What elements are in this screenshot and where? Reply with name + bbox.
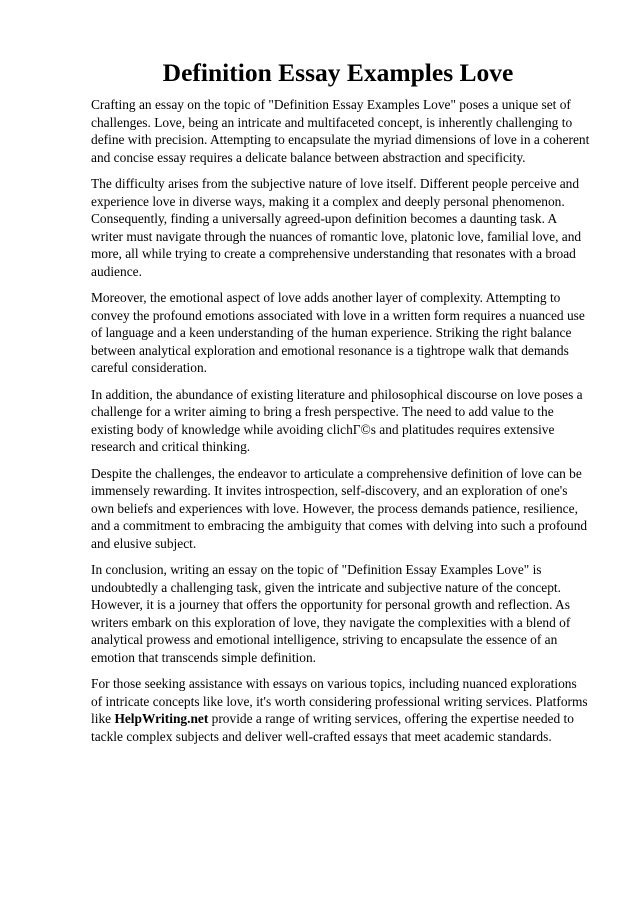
paragraph-intro: Crafting an essay on the topic of "Definition Essay Examples Love" poses a unique set of challenges. Love, being an intricate and multifaceted concept, is inherently challenging to define with precision. Attempting to encapsulate the myriad dimensions of love in a coherent and concise essay requires a delicate balance between abstraction and specificity. (91, 97, 590, 165)
paragraph-difficulty: The difficulty arises from the subjective nature of love itself. Different people perceive and experience love in diverse ways, making it a complex and deeply personal phenomenon. Consequently, finding a universally agreed-upon definition becomes a daunting task. A writer must navigate through the nuances of romantic love, platonic love, familial love, and more, all while trying to create a comprehensive understanding that resonates with a broad audience. (91, 176, 582, 279)
services-text-after: provide a range of writing services, offering the expertise needed to tackle complex subjects and deliver well-crafted essays that meet academic standards. (91, 711, 574, 744)
paragraph-conclusion: In conclusion, writing an essay on the topic of "Definition Essay Examples Love" is undoubtedly a challenging task, given the intricate and subjective nature of the concept. However, it is a journey that offers the opportunity for personal growth and reflection. As writers embark on this exploration of love, they navigate the complexities with a blend of analytical prowess and emotional intelligence, striving to encapsulate the essence of an emotion that transcends simple definition. (91, 562, 571, 665)
paragraph-writing-services (91, 675, 591, 745)
page-title: Definition Essay Examples Love (162, 58, 514, 87)
paragraph-existing-literature: In addition, the abundance of existing literature and philosophical discourse on love poses a challenge for a writer aiming to bring a fresh perspective. The need to add value to the existing body of knowledge while avoiding clichГ©s and platitudes requires extensive research and critical thinking. (91, 386, 583, 454)
helpwriting-brand-link[interactable]: HelpWriting.net (114, 711, 209, 726)
services-text-before: For those seeking assistance with essays on various topics, including nuanced explorations of intricate concepts like love, it's worth considering professional writing services. Platforms like (91, 676, 588, 726)
paragraph-emotional-aspect: Moreover, the emotional aspect of love adds another layer of complexity. Attempting to convey the profound emotions associated with love in a written form requires a nuanced use of language and a keen understanding of the human experience. Striking the right balance between analytical exploration and emotional resonance is a tightrope walk that demands careful consideration. (91, 290, 585, 375)
paragraph-rewards: Despite the challenges, the endeavor to articulate a comprehensive definition of love can be immensely rewarding. It invites introspection, self-discovery, and an exploration of one's own beliefs and experiences with love. However, the process demands patience, resilience, and a commitment to embracing the ambiguity that comes with delving into such a profound and elusive subject. (91, 465, 588, 551)
